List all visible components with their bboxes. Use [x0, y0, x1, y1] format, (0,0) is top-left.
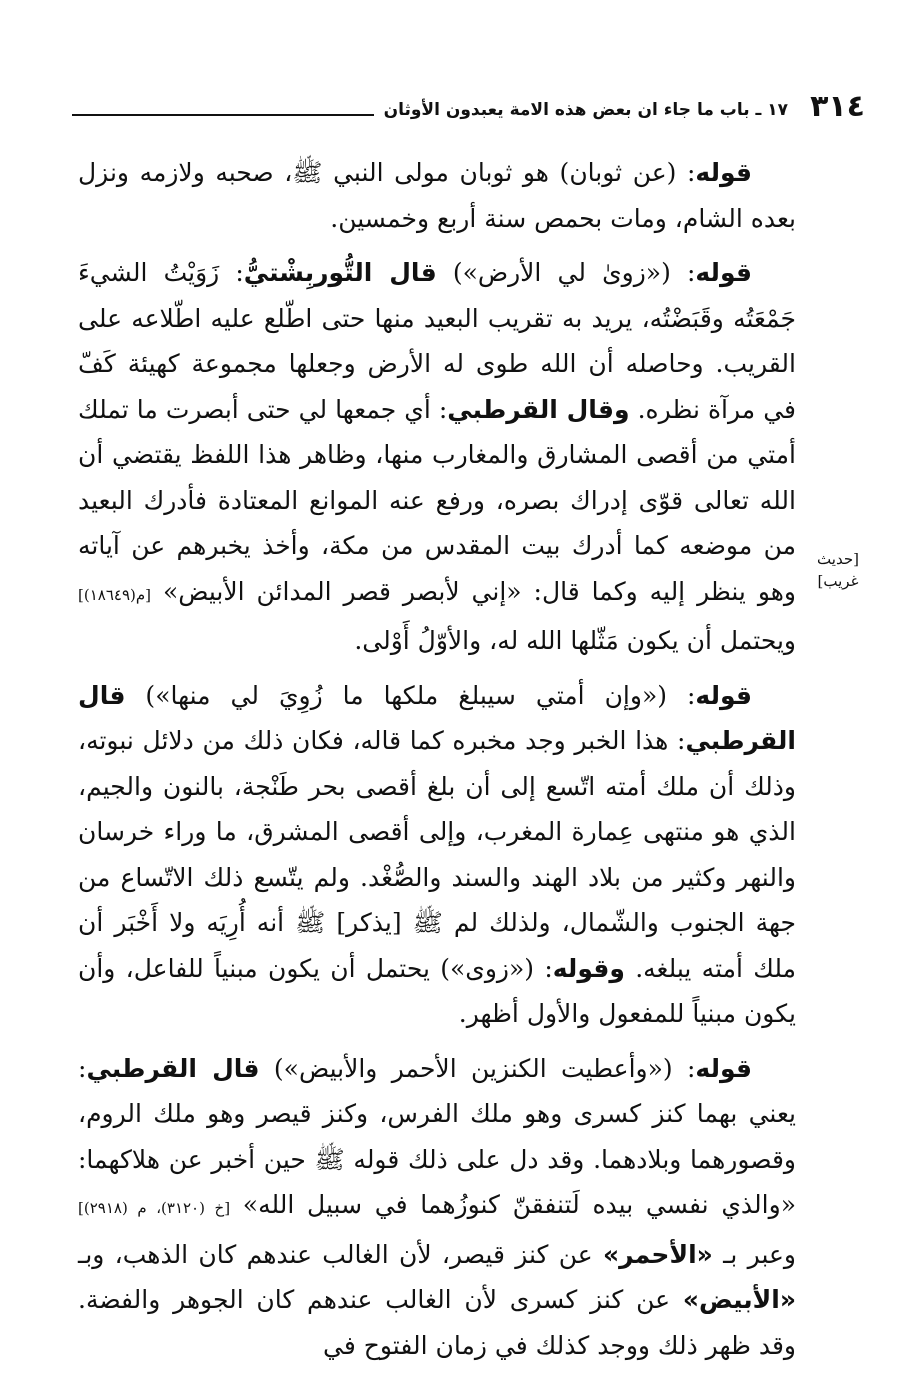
chapter-title: ١٧ ـ باب ما جاء ان بعض هذه الامة يعبدون الأوثان: [383, 100, 789, 120]
text-run: : زَوَيْتُ الشيءَ جَمْعَتُه وقَبَضْتُه، يريد به تقريب البعيد منها حتى اطّلع عليه اطّلاعه على القريب. وحاصله أن الله طوى له الأرض وجعلها مجموعة كهيئة كَفّ في مرآة نظره.: [78, 258, 796, 424]
text-run: : («زوى») يحتمل أن يكون مبنياً للفاعل، وأن يكون مبنياً للمفعول والأول أظهر.: [78, 953, 796, 1028]
text-run: : هذا الخبر وجد مخبره كما قاله، فكان ذلك من دلائل نبوته، وذلك أن ملك أمته اتّسع إلى أن بلغ أقصى بحر طَنْجة، بالنون والجيم، الذي هو منتهى عِمارة المغرب، وإلى أقصى المشرق، ما وراء خرسان والنهر وكثير من بلاد الهند والسند والصُّغْد. ولم يتّسع ذلك الاتّساع من جهة الجنوب والشّمال، ولذلك لم ﷺ [يذكر] ﷺ أنه أُرِيَه ولا أَخْبَر أن ملك أمته يبلغه.: [78, 726, 796, 983]
paragraph-lead: قوله: [695, 1053, 753, 1083]
text-run: : («وأعطيت الكنزين الأحمر والأبيض»): [259, 1053, 696, 1083]
citation: [خ (٣١٢٠)، م (٢٩١٨)]: [78, 1199, 231, 1217]
paragraph-lead: قوله: [695, 680, 752, 710]
text-run: عن كنز كسرى لأن الغالب عندهم كان الجوهر والفضة. وقد ظهر ذلك ووجد كذلك في زمان الفتوح في: [78, 1285, 796, 1360]
text-run: عن كنز قيصر، لأن الغالب عندهم كان الذهب، وبـ: [78, 1239, 603, 1269]
bold-term: وقال القرطبي: [447, 394, 630, 424]
bold-term: قال التُّوربِشْتيُّ: [243, 258, 437, 287]
page-number: ٣١٤: [810, 89, 865, 124]
text-run: وعبر بـ: [712, 1239, 796, 1269]
margin-note-line: غريب]: [817, 572, 859, 590]
text-run: : أي جمعها لي حتى أبصرت ما تملك أمتي من أقصى المشارق والمغارب منها، وظاهر هذا اللفظ يقتضي أن الله تعالى قوّى إدراك بصره، ورفع عنه الموانع المعتادة فأدرك البعيد من موضعه كما أدرك بيت المقدس من مكة، وأخذ يخبرهم عن آياته وهو ينظر إليه وكما قال: «إني لأبصر قصر المدائن الأبيض»: [78, 394, 796, 606]
header-rule: [72, 114, 374, 116]
citation: [م(١٨٦٤٩)]: [78, 585, 152, 604]
text-run: : («وإن أمتي سيبلغ ملكها ما زُوِيَ لي منها»): [125, 680, 696, 710]
paragraph: [78, 673, 796, 1037]
text-run: : يعني بهما كنز كسرى وهو ملك الفرس، وكنز قيصر وهو ملك الروم، وقصورهما وبلادهما. وقد دل على ذلك قوله ﷺ حين أخبر عن هلاكهما: «والذي نفسي بيده لَتنفقنّ كنوزُهما في سبيل الله»: [78, 1053, 796, 1219]
margin-note-line: [حديث: [817, 550, 859, 568]
bold-term: «الأبيض»: [682, 1285, 796, 1314]
paragraph: [78, 250, 796, 664]
paragraph: [78, 150, 796, 241]
bold-term: وقوله: [552, 953, 625, 983]
paragraph: [78, 1046, 796, 1369]
paragraph-lead: قوله: [695, 158, 752, 187]
bold-term: قال القرطبي: [78, 680, 796, 755]
bold-term: قال القرطبي: [86, 1053, 260, 1083]
running-header: [72, 78, 865, 124]
paragraph-lead: قوله: [695, 258, 752, 287]
bold-term: «الأحمر»: [602, 1239, 713, 1269]
text-run: : («زوىٰ لي الأرض»): [436, 258, 696, 287]
text-run: : (عن ثوبان) هو ثوبان مولى النبي ﷺ، صحبه ولازمه ونزل بعده الشام، ومات بحمص سنة أربع وخمسين.: [78, 158, 796, 233]
margin-note: [808, 548, 868, 592]
body-text: [78, 150, 796, 1377]
text-run: ويحتمل أن يكون مَثّلها الله له، والأوّلُ أَوْلى.: [354, 626, 796, 655]
